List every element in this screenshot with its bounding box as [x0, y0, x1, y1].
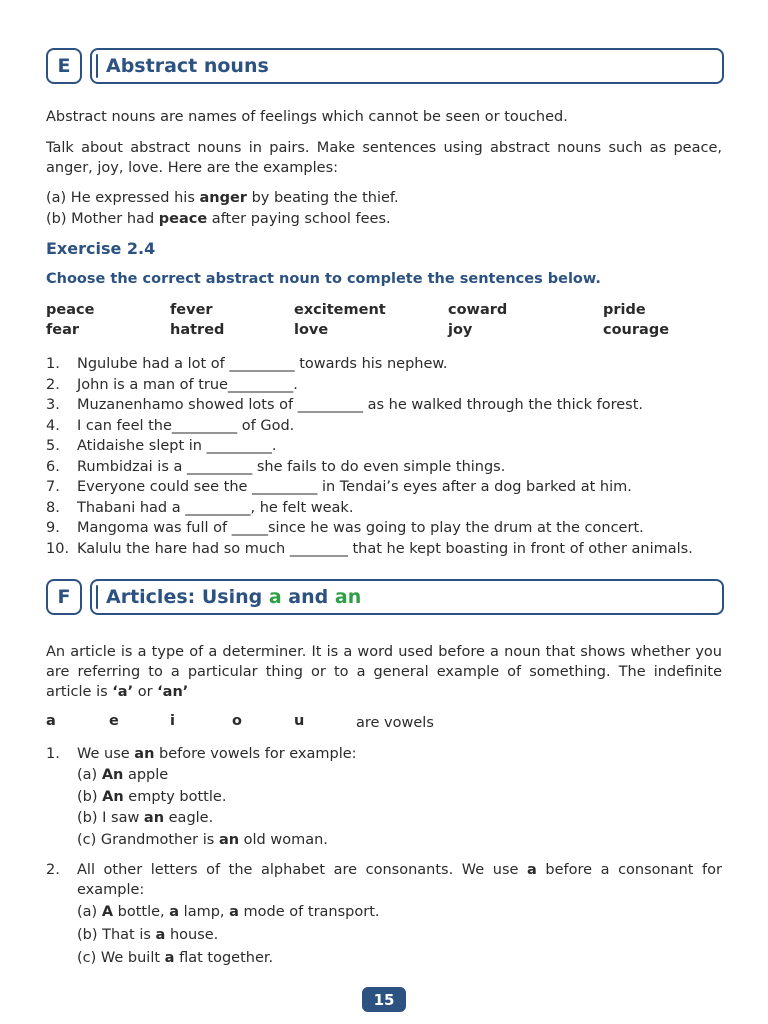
- example-bold: a: [229, 904, 239, 920]
- example-post: old woman.: [239, 832, 328, 848]
- word-bank-item: joy: [448, 322, 473, 338]
- articles-intro-or: or: [133, 684, 158, 700]
- sentence-item: [46, 354, 448, 375]
- sentence-text: Thabani had a _________, he felt weak.: [77, 499, 354, 516]
- intro-paragraph-1: Abstract nouns are names of feelings which cannot be seen or touched.: [46, 109, 568, 125]
- rule-1-pre: We use: [77, 746, 135, 762]
- example-b: [46, 209, 391, 229]
- sentence-item: [46, 436, 276, 457]
- example-text: bottle,: [113, 904, 170, 920]
- section-f-title-an: an: [334, 586, 362, 608]
- rule-number: 1.: [46, 746, 60, 762]
- rule-1-post: before vowels for example:: [154, 746, 357, 762]
- example-pre: (c) Grandmother is: [77, 832, 219, 848]
- vowel: o: [232, 713, 242, 729]
- sentence-text: Mangoma was full of _____since he was going to play the drum at the concert.: [77, 520, 644, 536]
- rule-1-example: [77, 830, 328, 850]
- example-bold: an: [218, 832, 240, 848]
- example-post: empty bottle.: [123, 789, 227, 805]
- example-bold: A: [101, 904, 114, 920]
- example-post: eagle.: [164, 810, 214, 826]
- word-bank-item: peace: [46, 302, 95, 318]
- example-pre: (b): [77, 789, 103, 805]
- sentence-text: John is a man of true_________.: [77, 376, 298, 393]
- example-pre: (c) We built: [77, 950, 165, 966]
- example-text: mode of transport.: [238, 904, 380, 920]
- page-number: 15: [362, 987, 406, 1012]
- sentence-item: [46, 416, 294, 437]
- example-b-bold: peace: [158, 211, 208, 227]
- rule-2-text: [77, 860, 722, 900]
- vowel: a: [46, 713, 56, 729]
- rule-2-number: 2.: [46, 862, 60, 878]
- example-a: [46, 188, 399, 208]
- section-e-header: [46, 48, 724, 88]
- exercise-title: Exercise 2.4: [46, 239, 156, 258]
- vowel: i: [170, 713, 175, 729]
- sentence-number: 4.: [46, 417, 60, 434]
- example-post: house.: [165, 927, 219, 943]
- word-bank-item: courage: [603, 322, 670, 338]
- sentence-number: 2.: [46, 376, 60, 393]
- rule-1-example: [77, 808, 213, 828]
- word-bank-item: hatred: [170, 322, 225, 338]
- example-bold: a: [164, 950, 175, 966]
- example-post: flat together.: [174, 950, 274, 966]
- sentence-item: [46, 498, 353, 519]
- vowel: u: [294, 713, 305, 729]
- example-pre: (b) I saw: [77, 810, 144, 826]
- section-f-header: [46, 579, 724, 619]
- rule-2-post: before a consonant for example:: [77, 862, 722, 898]
- sentence-text: Muzanenhamo showed lots of _________ as he walked through the thick forest.: [77, 397, 643, 413]
- sentence-text: Rumbidzai is a _________ she fails to do even simple things.: [77, 458, 506, 475]
- sentence-text: Ngulube had a lot of _________ towards his nephew.: [77, 356, 448, 372]
- vowel: e: [109, 713, 119, 729]
- sentence-number: 10.: [46, 540, 70, 557]
- sentence-number: 6.: [46, 458, 60, 475]
- rule-1-bold: an: [134, 746, 155, 762]
- section-f-letter: F: [46, 579, 82, 615]
- example-a-bold: anger: [199, 190, 247, 206]
- rule-1-example: [77, 787, 226, 807]
- sentence-number: 7.: [46, 479, 60, 495]
- example-b-pre: (b) Mother had: [46, 211, 159, 227]
- rule-2-bold: a: [527, 862, 537, 878]
- articles-intro: [46, 642, 722, 702]
- articles-intro-a: ‘a’: [112, 684, 134, 700]
- rule-2-example-b: [77, 925, 218, 945]
- sentence-text: Atidaishe slept in _________.: [77, 438, 277, 454]
- word-bank-item: love: [294, 322, 329, 338]
- sentence-number: 5.: [46, 438, 60, 454]
- example-pre: (a): [77, 767, 102, 783]
- example-b-post: after paying school fees.: [207, 211, 391, 227]
- sentence-number: 3.: [46, 397, 60, 413]
- vowels-label: are vowels: [356, 715, 434, 731]
- sentence-item: [46, 539, 693, 560]
- sentence-item: [46, 477, 632, 498]
- example-pre: (b) That is: [77, 927, 156, 943]
- example-text: lamp,: [179, 904, 230, 920]
- sentence-text: I can feel the_________ of God.: [77, 417, 295, 434]
- example-bold: An: [102, 789, 124, 805]
- example-bold: a: [155, 927, 166, 943]
- section-f-title-pre: Articles: Using: [106, 586, 269, 608]
- exercise-instruction: Choose the correct abstract noun to complete the sentences below.: [46, 271, 601, 287]
- word-bank-item: fear: [46, 322, 80, 338]
- intro-paragraph-2: Talk about abstract nouns in pairs. Make sentences using abstract nouns such as peace, anger, joy, love. Here are the examples:: [46, 140, 722, 176]
- example-a-post: by beating the thief.: [246, 190, 399, 206]
- example-bold: a: [169, 904, 180, 920]
- sentence-text: Kalulu the hare had so much ________ that he kept boasting in front of other animals.: [77, 540, 693, 557]
- example-bold: An: [101, 767, 124, 783]
- example-post: apple: [123, 767, 169, 783]
- word-bank-item: pride: [603, 302, 646, 318]
- example-pre: (a): [77, 904, 102, 920]
- section-f-title-mid: and: [281, 586, 335, 608]
- rule-2-example-c: [77, 948, 273, 968]
- word-bank-item: fever: [170, 302, 213, 318]
- sentence-number: 9.: [46, 520, 60, 536]
- sentence-item: [46, 375, 298, 396]
- sentence-number: 1.: [46, 356, 60, 372]
- rule-1-example: [77, 765, 168, 785]
- sentence-number: 8.: [46, 499, 60, 516]
- section-e-letter: E: [46, 48, 82, 84]
- articles-intro-an: ‘an’: [157, 684, 189, 700]
- rule-1: [46, 744, 357, 765]
- word-bank-item: excitement: [294, 302, 386, 318]
- example-a-pre: (a) He expressed his: [46, 190, 200, 206]
- word-bank-item: coward: [448, 302, 508, 318]
- sentence-text: Everyone could see the _________ in Tendai’s eyes after a dog barked at him.: [77, 479, 632, 495]
- sentence-item: [46, 457, 505, 478]
- articles-intro-text: An article is a type of a determiner. It is a word used before a noun that shows whether you are referring to a particular thing or to a general example of something. The indefinite article is: [46, 644, 722, 700]
- section-f-title-a: a: [268, 586, 282, 608]
- section-f-title: [90, 579, 724, 615]
- example-bold: an: [143, 810, 165, 826]
- rule-2-pre: All other letters of the alphabet are consonants. We use: [77, 862, 527, 878]
- sentence-item: [46, 395, 643, 416]
- rule-2-example-a: [77, 902, 380, 922]
- section-e-title: Abstract nouns: [90, 48, 724, 84]
- sentence-item: [46, 518, 644, 539]
